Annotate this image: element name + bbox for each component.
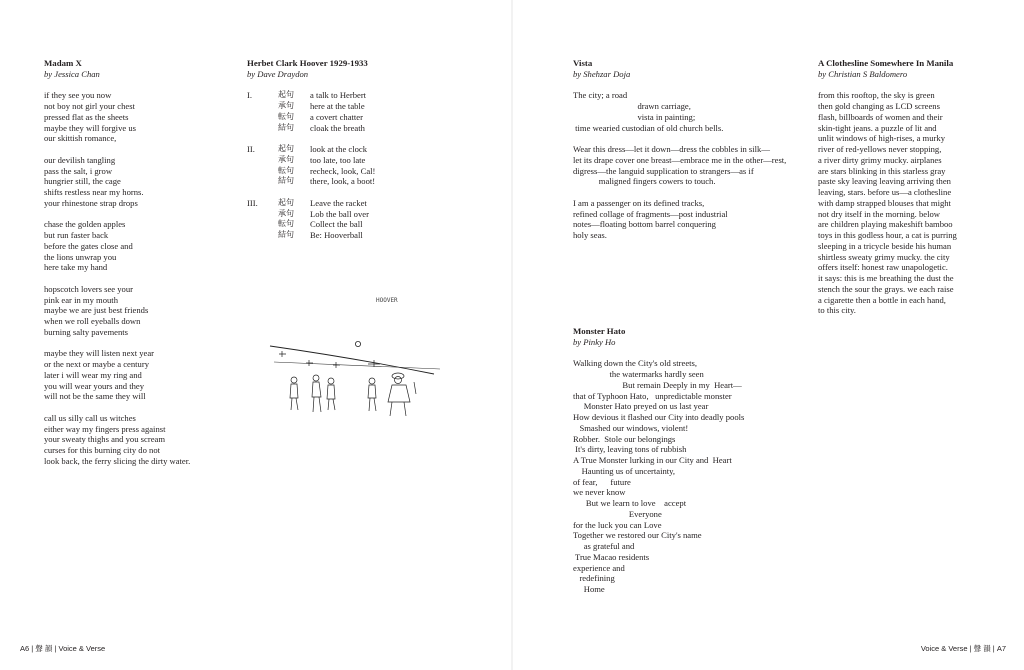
poem-line: paste sky leaving leaving arriving then [818,176,951,187]
poem-author: by Jessica Chan [44,68,100,79]
part-number: II. [247,144,255,154]
poem-line: the lions unwrap you [44,251,117,262]
poem-line: it says: this is me breathing the dust the [818,273,954,283]
poem-line: pressed flat as the sheets [44,111,129,122]
poem-line: our devilish tangling [44,154,116,165]
poem-line: But we learn to love accept [573,498,687,508]
poem-line: will not be the same they will [44,391,146,402]
poem-line: Home [573,584,605,594]
poem-line: How devious it flashed our City into deadly pools [573,412,745,422]
poem-line: as grateful and [573,541,635,551]
poem-author: by Dave Draydon [247,68,309,79]
poem-line: a river dirty grimy mucky. airplanes [818,154,942,165]
poem-line: offers itself: honest raw unapologetic. [818,262,948,273]
verse-row [278,198,467,209]
poem-title: A Clothesline Somewhere In Manila [818,58,954,68]
poem-line [573,187,813,198]
poem-title: Vista [573,58,593,68]
poem-line [44,209,244,220]
poem-line: we never know [573,487,626,498]
poem-line: skin-tight jeans. a puzzle of lit and [818,122,937,133]
poem-line [44,144,244,155]
sketch-net-line [270,346,434,374]
poem-line: A True Monster lurking in our City and Heart [573,455,732,465]
poem-line: maybe they will forgive us [44,122,136,133]
poem-body [44,90,244,466]
poem-line: Wear this dress—let it down—dress the cobbles in silk— [573,144,770,154]
verse-marker: 転句 [278,165,294,175]
verse-text: cloak the breath [310,122,365,133]
part-gap [247,133,467,144]
sketch-ground-line [274,362,440,369]
poem-title: Herbet Clark Hoover 1929-1933 [247,58,368,68]
poem-body [573,90,813,241]
poem-line: stench the sour the grays. we each raise [818,283,954,294]
verse-row [278,123,467,134]
poem-line: maybe they will listen next year [44,348,155,359]
poem-part [247,144,467,187]
poem-line: not dry itself in the morning. below [818,208,940,219]
verse-text: Lob the ball over [310,208,369,219]
poem-line: time wearied custodian of old church bells. [573,122,724,133]
poem-line [573,133,813,144]
poem-line: holy seas. [573,230,607,240]
poem-line [44,338,244,349]
poem-author: by Shehzar Doja [573,68,631,79]
poem-line [44,273,244,284]
verse-marker: 結句 [278,122,294,132]
poem-line: pass the salt, i grow [44,165,113,176]
verse-row [278,101,467,112]
poem-line: from this rooftop, the sky is green [818,90,935,101]
sketch-caption: HOOVER [376,297,398,304]
hoover-sketch [264,290,444,430]
verse-marker: 転句 [278,219,294,229]
poem-line: notes—floating bottom barrel conquering [573,219,716,230]
poem-monster-hato [573,326,833,595]
poem-line: with damp strapped blouses that might [818,197,951,208]
poem-body [818,90,1018,316]
poem-line: shifts restless near my horns. [44,187,144,197]
poem-line: True Macao residents [573,551,650,562]
verse-marker: 起句 [278,90,294,100]
poem-line: drawn carriage, [573,101,691,111]
poem-line: are stars blinking in this starless gray [818,165,946,176]
part-number: I. [247,90,253,101]
poem-line: toys in this godless hour, a cat is purring [818,230,957,240]
verse-marker: 起句 [278,197,294,207]
verse-row [278,112,467,123]
poem-line: pink ear in my mouth [44,294,118,305]
poem-line: maligned fingers cowers to touch. [573,176,716,187]
poem-line: Together we restored our City's name [573,530,702,541]
verse-row [278,90,467,101]
poem-line: I am a passenger on its defined tracks, [573,197,705,208]
hooverball-drawing [264,290,444,430]
poem-line: vista in painting; [573,111,696,122]
verse-marker: 承句 [278,208,294,218]
poem-line: Haunting us of uncertainty, [573,465,676,476]
poem-line: Smashed our windows, violent! [573,422,689,433]
poem-line: chase the golden apples [44,219,126,230]
verse-row [278,176,467,187]
sketch-figures [290,373,416,416]
poem-line: It's dirty, leaving tons of rubbish [573,444,687,455]
poem-line: Walking down the City's old streets, [573,358,698,369]
verse-text: a talk to Herbert [310,90,367,101]
verse-row [278,166,467,177]
poem-line: before the gates close and [44,240,133,251]
folio-right: Voice & Verse | 聲 韻 | A7 [920,644,1006,653]
verse-marker: 結句 [278,176,294,186]
poem-line: refined collage of fragments—post industrial [573,208,728,219]
verse-marker: 承句 [278,101,294,110]
sketch-ball [355,341,360,346]
poem-line: the watermarks hardly seen [573,369,704,379]
poem-author: by Christian S Baldomero [818,68,908,79]
poem-line: Robber. Stole our belongings [573,433,676,444]
sketch-ticks [279,351,380,368]
verse-marker: 結句 [278,230,294,239]
poem-line: leaving, stars. before us—a clothesline [818,187,952,197]
poem-body [247,90,467,241]
poem-line: maybe we are just best friends [44,305,149,316]
poem-title: Madam X [44,58,82,68]
poem-part [247,90,467,133]
poem-line: flash, billboards of women and their [818,111,943,122]
poem-line: for the luck you can Love [573,519,662,530]
poem-vista [573,58,813,241]
folio-left: A6 | 聲 韻 | Voice & Verse [20,644,106,653]
verse-text: Leave the racket [310,197,367,208]
poem-line: hopscotch lovers see your [44,283,134,294]
verse-row [278,209,467,220]
verse-text: recheck, look, Cal! [310,165,376,176]
poem-line: let its drape cover one breast—embrace me in the other—rest, [573,154,787,165]
poem-line: then gold changing as LCD screens [818,101,940,111]
verse-text: Be: Hooverball [310,230,363,240]
verse-text: here at the table [310,101,365,111]
verse-marker: 起句 [278,144,294,153]
poem-line: experience and [573,562,625,573]
poem-line: digress—the languid supplication to strangers—as if [573,165,754,176]
part-gap [247,187,467,198]
poem-clothesline [818,58,1018,316]
poem-line: Everyone [573,508,662,519]
page-gutter [511,0,513,670]
verse-text: too late, too late [310,154,366,165]
poem-line: But remain Deeply in my Heart— [573,379,742,390]
poem-author: by Pinky Ho [573,336,616,347]
part-number: III. [247,197,258,208]
poem-hoover [247,58,467,241]
verse-row [278,230,467,241]
poem-line: unlit windows of high-rises, a murky [818,133,945,144]
poem-line: not boy not girl your chest [44,101,135,111]
poem-madam-x [44,58,244,467]
poem-line: sleeping in a tricycle beside his human [818,240,952,251]
poem-line: when we roll eyeballs down [44,316,141,326]
poem-body [573,358,833,595]
poem-line: but run faster back [44,230,109,240]
poem-line: Monster Hato preyed on us last year [573,401,709,412]
poem-line: to this city. [818,305,856,316]
poem-line: shirtless sweaty grimy mucky. the city [818,251,950,262]
poem-line: your rhinestone strap drops [44,197,138,208]
poem-line: redefining [573,573,615,584]
poem-line: that of Typhoon Hato, unpredictable monster [573,390,732,401]
poem-line: call us silly call us witches [44,412,136,423]
verse-row [278,155,467,166]
verse-marker: 承句 [278,154,294,164]
poem-line: you will wear yours and they [44,380,144,391]
verse-marker: 転句 [278,111,294,121]
poem-line: or the next or maybe a century [44,359,149,369]
poem-line: curses for this burning city do not [44,445,160,455]
poem-line: of fear, future [573,476,631,487]
poem-line [44,402,244,413]
poem-line: burning salty pavements [44,326,129,337]
poem-line: your sweaty thighs and you scream [44,434,166,445]
poem-line: either way my fingers press against [44,423,166,434]
poem-line: hungrier still, the cage [44,176,121,187]
poem-line: look back, the ferry slicing the dirty water. [44,455,191,466]
verse-text: there, look, a boot! [310,176,376,187]
poem-part [247,198,467,241]
poem-line: here take my hand [44,262,108,273]
poem-title: Monster Hato [573,326,626,336]
poem-line: if they see you now [44,90,112,101]
poem-line: our skittish romance, [44,133,117,144]
verse-row [278,144,467,155]
poem-line: are children playing makeshift bamboo [818,219,953,230]
poem-line: The city; a road [573,90,628,101]
poem-line: later i will wear my ring and [44,369,142,380]
verse-text: look at the clock [310,144,368,154]
poem-line: a cigarette then a bottle in each hand, [818,294,946,305]
verse-row [278,219,467,230]
verse-text: a covert chatter [310,111,363,122]
verse-text: Collect the ball [310,219,363,230]
poem-line: river of red-yellows never stopping, [818,144,942,154]
